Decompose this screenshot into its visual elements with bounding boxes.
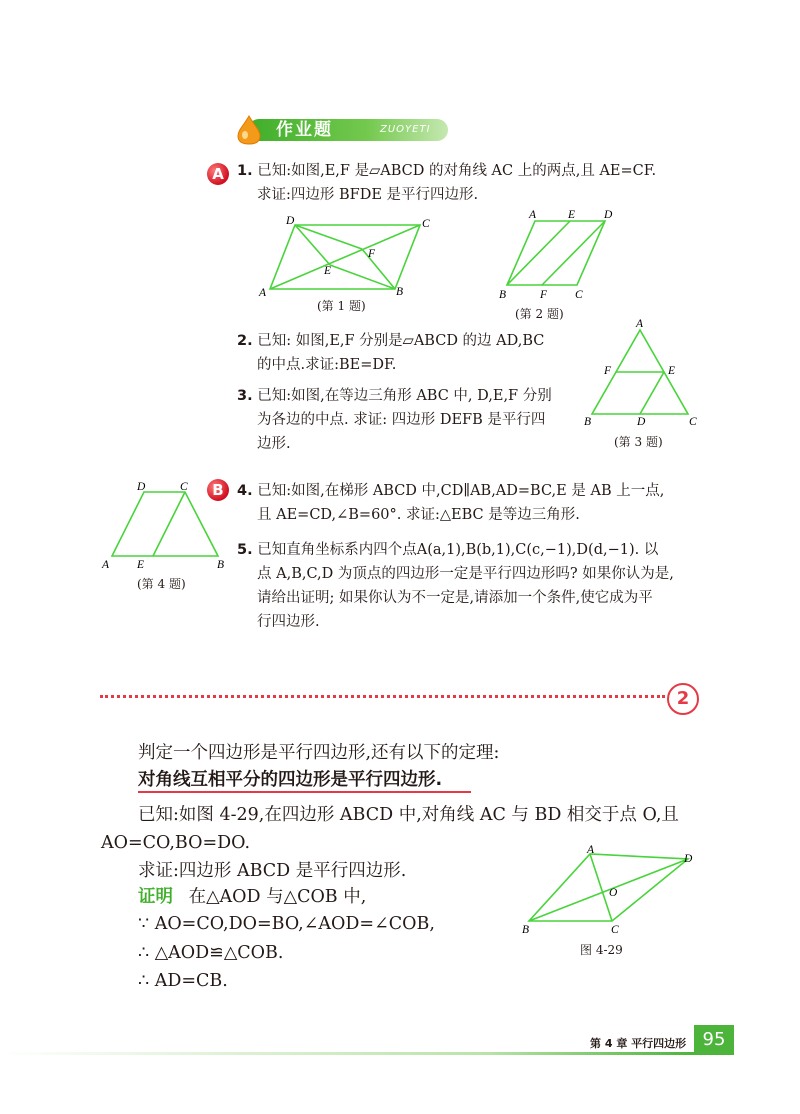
fig429-label-b: B: [522, 924, 530, 935]
footer-chapter: 第 4 章 平行四边形: [590, 1037, 687, 1050]
fig3-label-a: A: [636, 318, 644, 330]
problem-5: [237, 539, 707, 561]
fig429-label-o: O: [609, 887, 618, 899]
problem-5-line4: 行四边形.: [257, 614, 320, 630]
proof-line1: 在△AOD 与△COB 中,: [188, 887, 367, 907]
section-given-line1: 已知:如图 4-29,在四边形 ABCD 中,对角线 AC 与 BD 相交于点 O,且: [138, 805, 679, 825]
section-divider: [100, 695, 665, 698]
figure-4-29-caption: 图 4-29: [580, 943, 623, 957]
section-given-line2: AO=CO,BO=DO.: [101, 833, 251, 853]
problem-5-line3: 请给出证明; 如果你认为不一定是,请添加一个条件,使它成为平: [257, 590, 653, 606]
problem-2: [237, 330, 582, 352]
fig2-label-a: A: [529, 209, 537, 221]
fig3-label-c: C: [689, 416, 697, 428]
fig4-segment-ec: [153, 492, 185, 556]
figure-4-29: [515, 843, 705, 935]
figure-4-caption: (第 4 题): [137, 577, 186, 591]
fig2-label-e: E: [568, 209, 576, 221]
problem-5-line1: 已知直角坐标系内四个点A(a,1),B(b,1),C(c,−1),D(d,−1). 以: [257, 542, 659, 558]
proof-intro: [138, 883, 498, 911]
problem-1-line2: 求证:四边形 BFDE 是平行四边形.: [257, 187, 479, 203]
fig3-segment-ed: [640, 372, 664, 414]
drop-icon: [236, 115, 262, 145]
fig429-label-d: D: [684, 853, 693, 865]
fig4-label-b: B: [217, 559, 225, 571]
fig3-label-e: E: [668, 365, 676, 377]
section-theorem: 对角线互相平分的四边形是平行四边形.: [138, 770, 443, 790]
fig4-trapezoid: [112, 492, 218, 556]
problem-3: [237, 385, 582, 407]
homework-pinyin: ZUOYETI: [380, 124, 431, 135]
level-a-badge: A: [207, 163, 229, 185]
problem-3-line2: 为各边的中点. 求证: 四边形 DEFB 是平行四: [257, 412, 546, 428]
proof-step1: ∵ AO=CO,DO=BO,∠AOD=∠COB,: [138, 914, 435, 934]
fig4-label-c: C: [180, 481, 188, 493]
section-intro: 判定一个四边形是平行四边形,还有以下的定理:: [138, 743, 500, 763]
problem-1-number: 1.: [237, 163, 253, 179]
proof-step2: ∴ △AOD≌△COB.: [138, 943, 284, 963]
fig2-label-f: F: [540, 289, 548, 301]
fig4-label-d: D: [137, 481, 146, 493]
homework-title: 作业题: [276, 120, 333, 140]
fig1-diagonal-ac: [270, 225, 420, 289]
problem-3-line1: 已知:如图,在等边三角形 ABC 中, D,E,F 分别: [257, 388, 552, 404]
fig3-label-b: B: [584, 416, 592, 428]
problem-4-line1: 已知:如图,在梯形 ABCD 中,CD∥AB,AD=BC,E 是 AB 上一点,: [257, 483, 665, 499]
page-number: 95: [694, 1025, 734, 1055]
proof-step3: ∴ AD=CB.: [138, 971, 228, 991]
problem-1-line1: 已知:如图,E,F 是▱ABCD 的对角线 AC 上的两点,且 AE=CF.: [257, 163, 657, 179]
footer-strip: [0, 1052, 694, 1055]
proof-label: 证明: [138, 887, 173, 907]
fig1-label-e: E: [324, 265, 332, 277]
figure-1-caption: (第 1 题): [317, 299, 366, 313]
fig2-label-d: D: [604, 209, 613, 221]
figure-3-caption: (第 3 题): [614, 435, 663, 449]
problem-5-line2: 点 A,B,C,D 为顶点的四边形一定是平行四边形吗? 如果你认为是,: [257, 566, 674, 582]
problem-4-line2: 且 AE=CD,∠B=60°. 求证:△EBC 是等边三角形.: [257, 507, 580, 523]
problem-4: [237, 480, 697, 502]
level-b-badge: B: [207, 479, 229, 501]
fig2-parallelogram: [507, 221, 605, 285]
theorem-underline: [138, 791, 471, 793]
fig4-label-a: A: [102, 559, 110, 571]
fig1-label-c: C: [422, 218, 430, 230]
problem-3-line3: 边形.: [257, 436, 291, 452]
fig4-label-e: E: [137, 559, 145, 571]
figure-2: [495, 205, 620, 305]
fig1-label-d: D: [286, 215, 295, 227]
section-prove: 求证:四边形 ABCD 是平行四边形.: [138, 861, 407, 881]
fig2-label-c: C: [575, 289, 583, 301]
homework-banner: [230, 115, 450, 147]
fig2-segment-be: [507, 221, 570, 285]
fig3-label-d: D: [637, 416, 646, 428]
fig2-label-b: B: [499, 289, 507, 301]
problem-2-line2: 的中点.求证:BE=DF.: [257, 357, 397, 373]
problem-4-number: 4.: [237, 483, 253, 499]
fig1-label-b: B: [396, 286, 404, 298]
fig429-label-c: C: [611, 924, 619, 935]
problem-2-line1: 已知: 如图,E,F 分别是▱ABCD 的边 AD,BC: [257, 333, 545, 349]
figure-1: [255, 212, 435, 300]
fig2-segment-fd: [542, 221, 605, 285]
figure-4: [100, 478, 235, 573]
fig429-label-a: A: [587, 844, 595, 856]
problem-1: [237, 160, 677, 182]
problem-2-number: 2.: [237, 333, 253, 349]
fig1-label-f: F: [368, 248, 376, 260]
figure-3: [578, 316, 703, 431]
fig3-label-f: F: [604, 365, 612, 377]
fig1-label-a: A: [259, 287, 267, 299]
section-number: 2: [667, 683, 699, 715]
problem-5-number: 5.: [237, 542, 253, 558]
figure-2-caption: (第 2 题): [515, 307, 564, 321]
problem-3-number: 3.: [237, 388, 253, 404]
